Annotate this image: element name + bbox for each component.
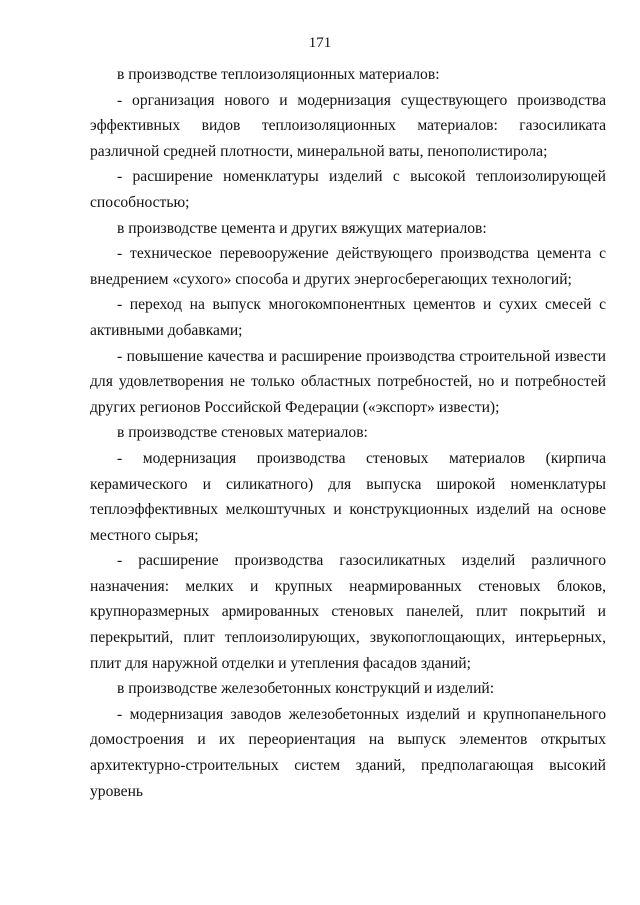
paragraph-heading-wall-materials: в производстве стеновых материалов: bbox=[117, 424, 368, 442]
list-item: - техническое перевооружение действующего производства цемента с внедрением «сухого» способа и других энергосберегающих технологий; bbox=[90, 245, 606, 288]
list-item: - расширение производства газосиликатных изделий различного назначения: мелких и крупных неармированных стеновых блоков, крупноразмерных армированных стеновых панелей, плит покрытий и перекрытий, плит теплоизолирующих, звукопоглощающих, интерьерных, плит для наружной отделки и утепления фасадов зданий; bbox=[90, 552, 606, 672]
list-item: - организация нового и модернизация существующего производства эффективных видов теплоизоляционных материалов: газосиликата различной средней плотности, минеральной ваты, пенополистирола; bbox=[90, 91, 606, 160]
body-text bbox=[90, 62, 606, 804]
list-item: - расширение номенклатуры изделий с высокой теплоизолирующей способностью; bbox=[90, 168, 606, 211]
page-number: 171 bbox=[308, 35, 332, 51]
list-item: - повышение качества и расширение производства строительной извести для удовлетворения не только областных потребностей, но и потребностей других регионов Российской Федерации («экспорт» извести); bbox=[90, 347, 606, 416]
paragraph-heading-reinforced-concrete: в производстве железобетонных конструкций и изделий: bbox=[117, 680, 495, 698]
list-item: - переход на выпуск многокомпонентных цементов и сухих смесей с активными добавками; bbox=[90, 296, 606, 339]
list-item: - модернизация производства стеновых материалов (кирпича керамического и силикатного) для выпуска широкой номенклатуры теплоэффективных мелкоштучных и конструкционных изделий на основе местного сырья; bbox=[90, 449, 606, 544]
paragraph-heading-cement: в производстве цемента и других вяжущих материалов: bbox=[117, 219, 487, 237]
list-item: - модернизация заводов железобетонных изделий и крупнопанельного домостроения и их переориентация на выпуск элементов открытых архитектурно-строительных систем зданий, предполагающая высокий уровень bbox=[90, 705, 606, 800]
paragraph-heading-insulation: в производстве теплоизоляционных материалов: bbox=[117, 66, 440, 83]
